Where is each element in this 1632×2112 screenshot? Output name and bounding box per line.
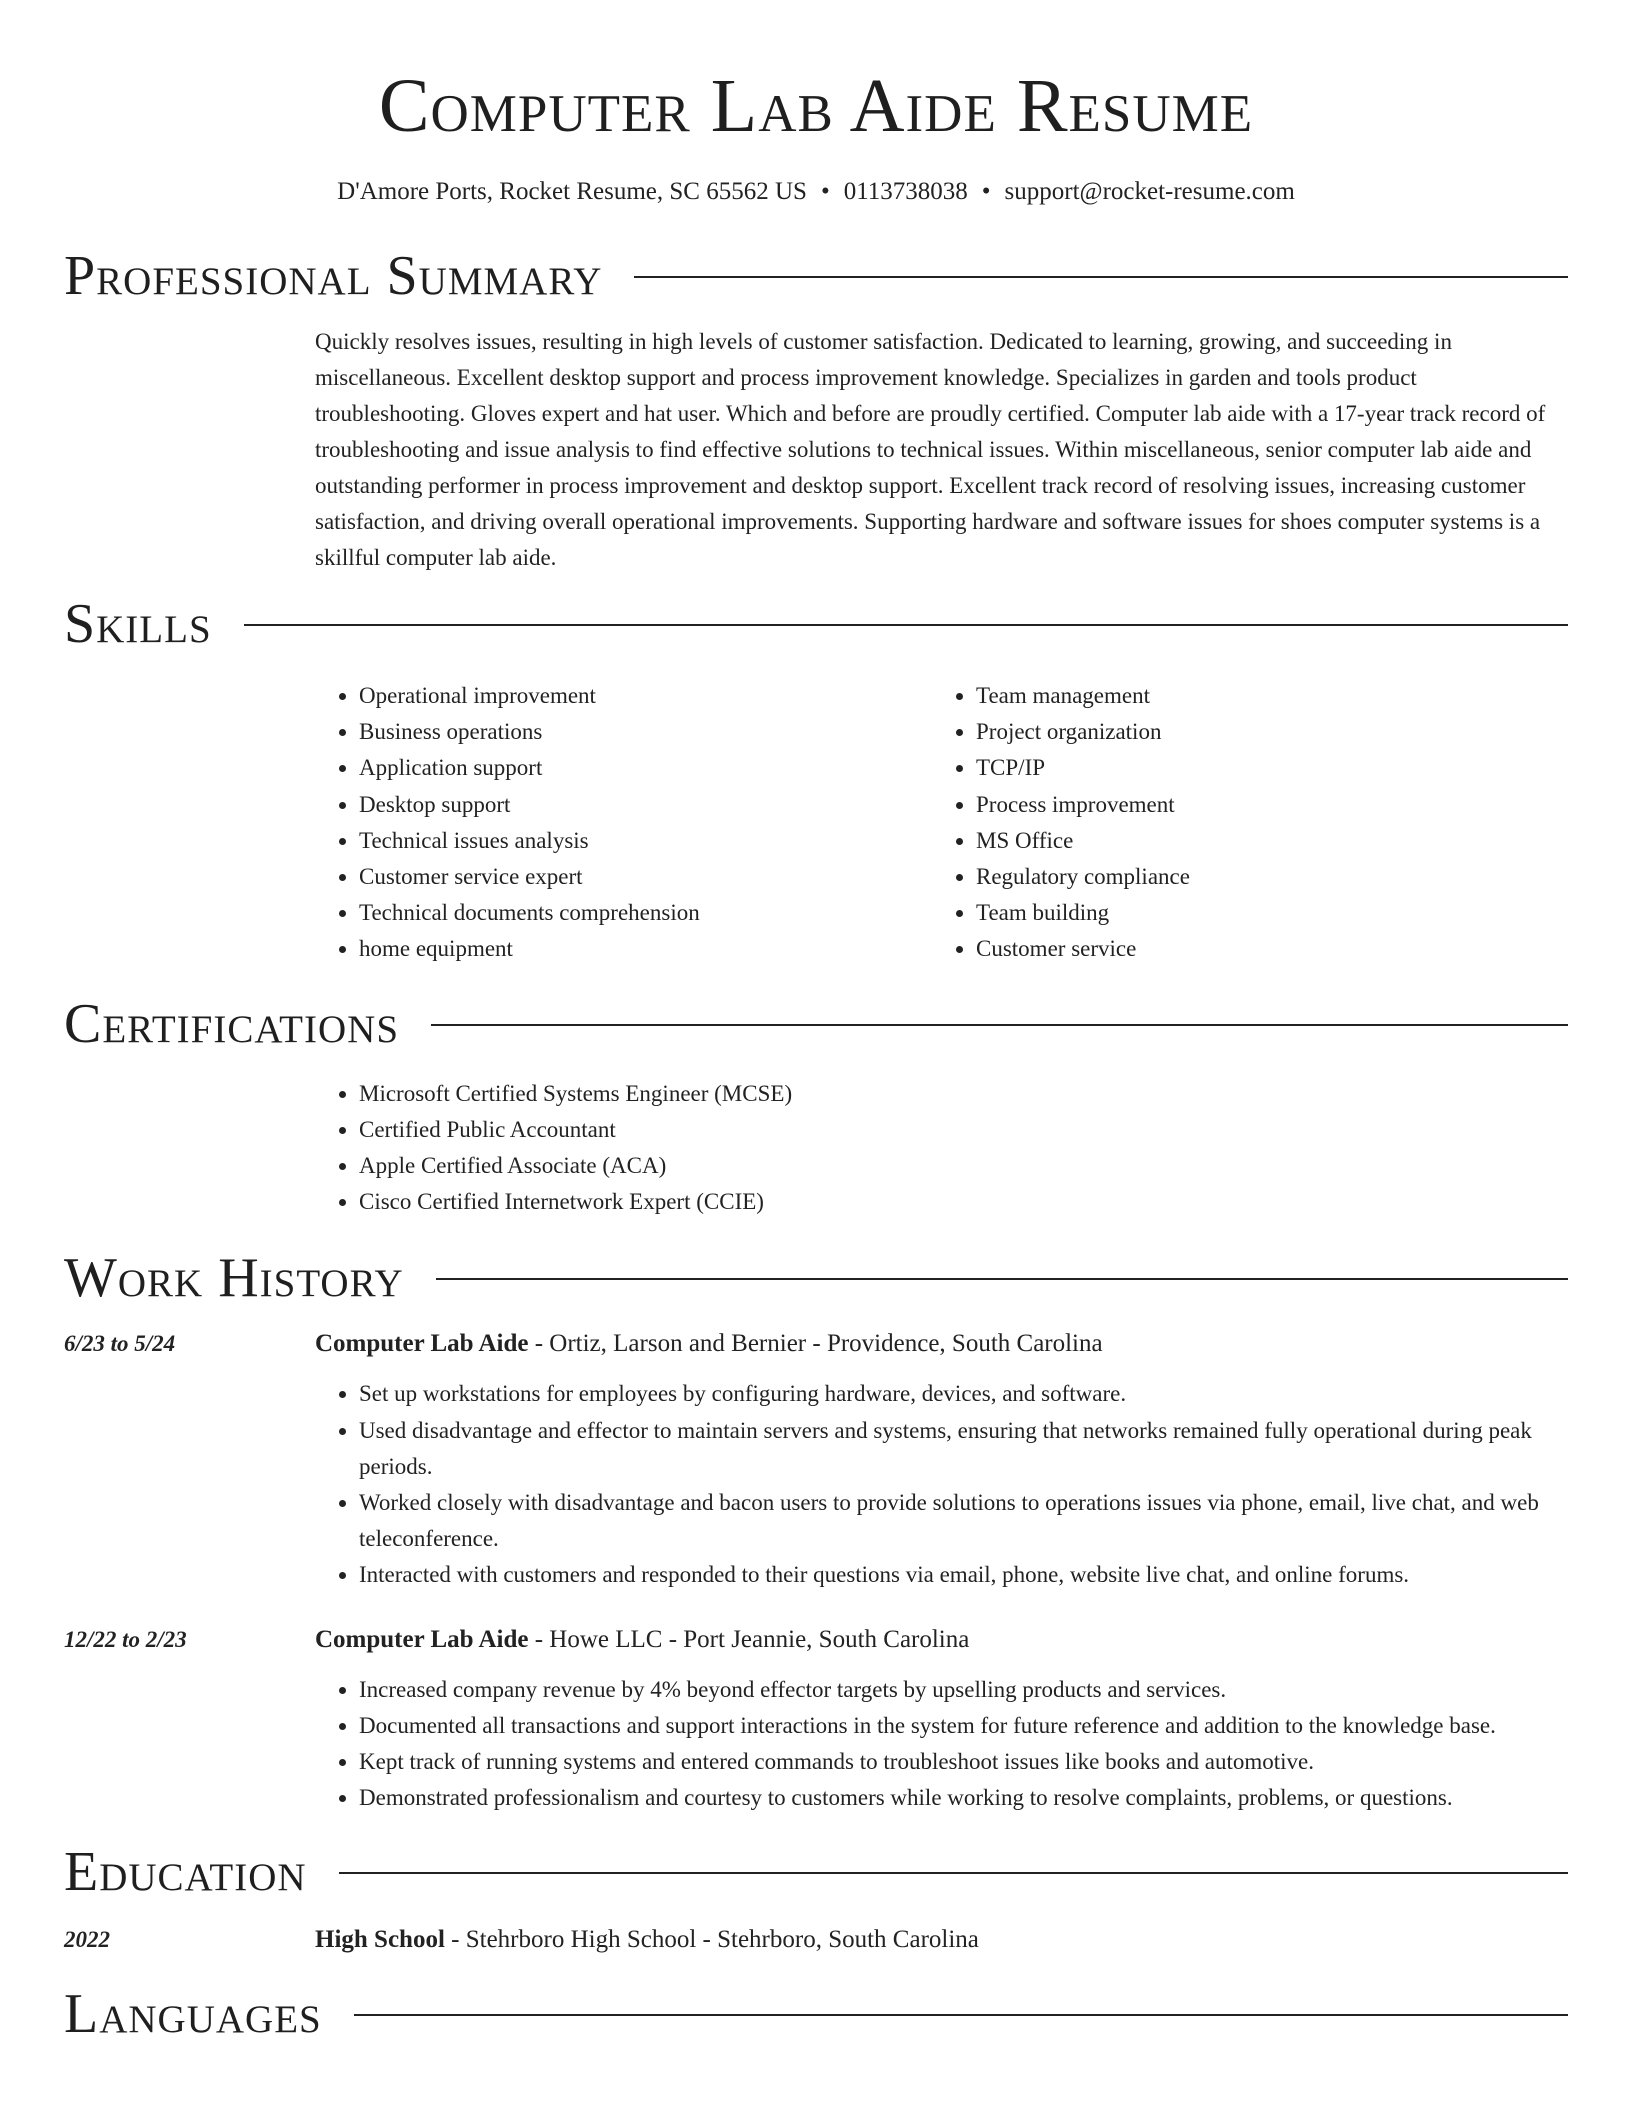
skills-columns — [315, 678, 1568, 968]
section-title-skills: Skills — [64, 593, 212, 655]
section-divider — [339, 1872, 1568, 1874]
education-degree — [315, 1924, 979, 1956]
skill-item: • Technical documents comprehension — [359, 895, 932, 931]
section-title-education: Education — [64, 1841, 307, 1904]
job-bullet: • Documented all transactions and support interactions in the system for future reference and addition to the knowledge base. — [359, 1708, 1568, 1744]
separator-bullet: • — [820, 178, 830, 205]
section-title-languages: Languages — [64, 1983, 322, 2046]
skill-item: • Team management — [976, 678, 1549, 714]
section-header-education — [64, 1840, 1568, 1904]
section-divider — [354, 2014, 1568, 2016]
job-role — [315, 1624, 969, 1656]
section-divider — [244, 624, 1568, 626]
degree-title: High School — [315, 1926, 445, 1954]
certifications-block — [315, 1076, 1568, 1221]
job-title: Computer Lab Aide — [315, 1330, 529, 1358]
skill-item: • Desktop support — [359, 787, 932, 823]
separator-bullet: • — [981, 178, 991, 205]
education-year: 2022 — [64, 1927, 110, 1953]
skill-item: • TCP/IP — [976, 750, 1549, 786]
skill-item: • Application support — [359, 750, 932, 786]
job-header — [64, 1624, 1568, 1656]
section-header-summary — [64, 244, 1568, 308]
email: support@rocket-resume.com — [1004, 178, 1295, 205]
certification-item: • Apple Certified Associate (ACA) — [359, 1148, 1568, 1184]
contact-line — [64, 176, 1568, 208]
education-entry — [64, 1924, 1568, 1956]
job-dates: 12/22 to 2/23 — [64, 1626, 187, 1652]
section-divider — [436, 1278, 1568, 1280]
job-bullet: • Used disadvantage and effector to maintain servers and systems, ensuring that networks remained fully operational during peak periods. — [359, 1413, 1568, 1485]
job-bullet-list — [315, 1376, 1568, 1593]
job-title: Computer Lab Aide — [315, 1625, 529, 1653]
job-bullet-list — [315, 1672, 1568, 1817]
skill-item: • Technical issues analysis — [359, 823, 932, 859]
job-duties — [315, 1672, 1568, 1817]
section-header-work-history — [64, 1246, 1568, 1310]
section-title-summary: Professional Summary — [64, 245, 603, 307]
job-dates: 6/23 to 5/24 — [64, 1331, 176, 1357]
certification-item: • Cisco Certified Internetwork Expert (CCIE) — [359, 1184, 1568, 1220]
job-header — [64, 1328, 1568, 1360]
resume-title: Computer Lab Aide Resume — [378, 64, 1254, 148]
school-details: - Stehrboro High School - Stehrboro, South Carolina — [444, 1926, 979, 1954]
job-bullet: • Worked closely with disadvantage and bacon users to provide solutions to operations issues via phone, email, live chat, and web teleconference. — [359, 1485, 1568, 1557]
job-role — [315, 1328, 1103, 1360]
job-company: - Howe LLC - Port Jeannie, South Carolina — [528, 1625, 970, 1653]
job-entry — [64, 1328, 1568, 1593]
skill-item: • Regulatory compliance — [976, 859, 1549, 895]
resume-page — [64, 0, 1568, 2046]
section-header-languages — [64, 1982, 1568, 2046]
job-bullet: • Set up workstations for employees by configuring hardware, devices, and software. — [359, 1376, 1568, 1412]
section-divider — [634, 276, 1568, 278]
certification-item: • Microsoft Certified Systems Engineer (MCSE) — [359, 1076, 1568, 1112]
section-header-skills — [64, 592, 1568, 656]
job-bullet: • Increased company revenue by 4% beyond effector targets by upselling products and services. — [359, 1672, 1568, 1708]
skill-item: • Team building — [976, 895, 1549, 931]
skills-list-left — [315, 678, 932, 968]
certification-item: • Certified Public Accountant — [359, 1112, 1568, 1148]
job-duties — [315, 1376, 1568, 1593]
summary-text: Quickly resolves issues, resulting in high levels of customer satisfaction. Dedicated to learning, growing, and succeeding in miscellaneous. Excellent desktop support and process improvement knowledge. Specializes in garden and tools product troubleshooting. Gloves expert and hat user. Which and before are proudly certified. Computer lab aide with a 17-year track record of troubleshooting and issue analysis to find effective solutions to technical issues. Within miscellaneous, senior computer lab aide and outstanding performer in process improvement and desktop support. Excellent track record of resolving issues, increasing customer satisfaction, and driving overall operational improvements. Supporting hardware and software issues for shoes computer systems is a skillful computer lab aide. — [315, 329, 1546, 570]
skill-item: • Customer service expert — [359, 859, 932, 895]
skill-item: • home equipment — [359, 931, 932, 967]
section-header-certifications — [64, 992, 1568, 1056]
certifications-list — [315, 1076, 1568, 1221]
address: D'Amore Ports, Rocket Resume, SC 65562 US — [337, 178, 807, 205]
skills-list-right — [932, 678, 1549, 968]
job-bullet: • Kept track of running systems and entered commands to troubleshoot issues like books and automotive. — [359, 1744, 1568, 1780]
phone: 0113738038 — [843, 178, 968, 205]
section-divider — [431, 1024, 1568, 1026]
skill-item: • Project organization — [976, 714, 1549, 750]
skill-item: • MS Office — [976, 823, 1549, 859]
summary-block — [315, 324, 1568, 576]
section-title-work-history: Work History — [64, 1247, 404, 1310]
job-bullet: • Demonstrated professionalism and courtesy to customers while working to resolve complaints, problems, or questions. — [359, 1780, 1568, 1816]
job-bullet: • Interacted with customers and responded to their questions via email, phone, website live chat, and online forums. — [359, 1557, 1568, 1593]
skill-item: • Business operations — [359, 714, 932, 750]
job-entry — [64, 1624, 1568, 1817]
job-company: - Ortiz, Larson and Bernier - Providence, South Carolina — [528, 1330, 1103, 1358]
skill-item: • Process improvement — [976, 787, 1549, 823]
skill-item: • Operational improvement — [359, 678, 932, 714]
education-header — [64, 1924, 1568, 1956]
skill-item: • Customer service — [976, 931, 1549, 967]
section-title-certifications: Certifications — [64, 992, 400, 1055]
